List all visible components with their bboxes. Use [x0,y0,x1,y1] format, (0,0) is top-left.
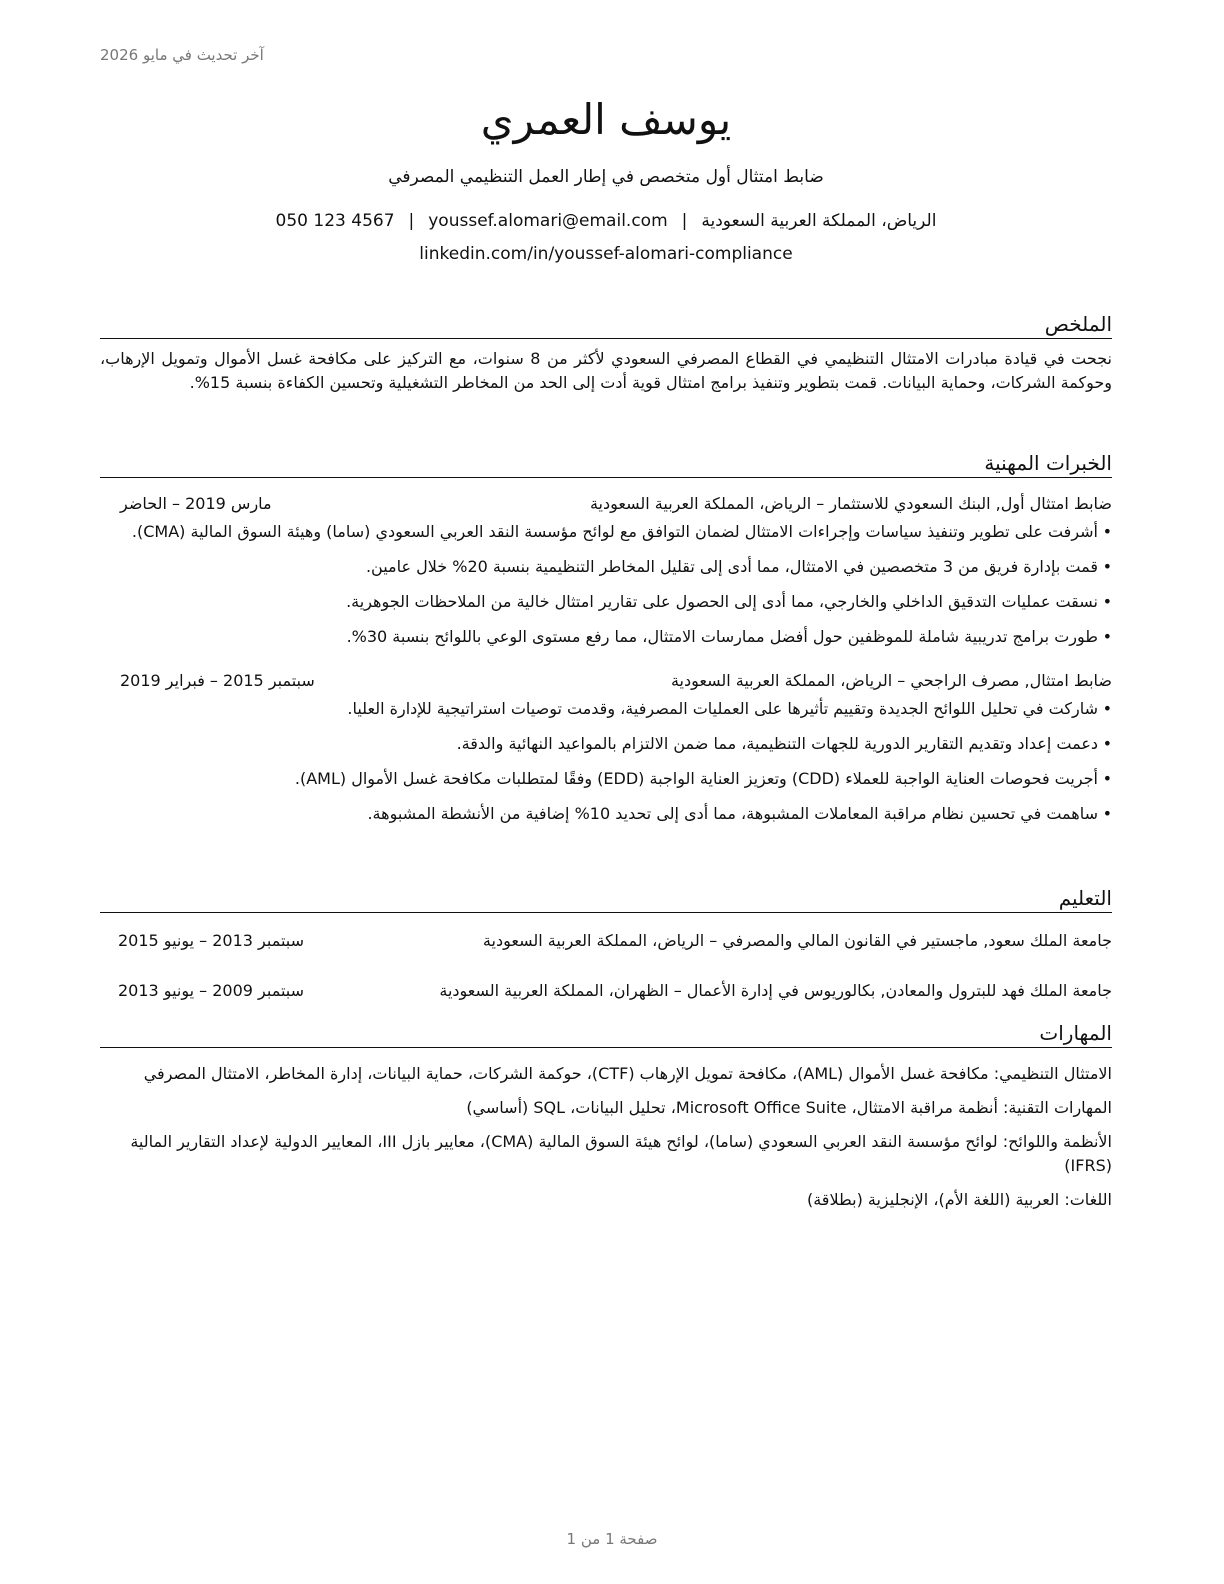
job-role-org: ضابط امتثال أول, البنك السعودي للاستثمار – الرياض، المملكة العربية السعودية [589,494,1112,513]
job-entry [100,492,1112,649]
education-text: جامعة الملك فهد للبترول والمعادن, بكالوريوس في إدارة الأعمال – الظهران، المملكة العربية السعودية [439,981,1112,1000]
summary-text: نجحت في قيادة مبادرات الامتثال التنظيمي في القطاع المصرفي السعودي لأكثر من 8 سنوات، مع التركيز على مكافحة غسل الأموال وتمويل الإرهاب، وحوكمة الشركات، وحماية البيانات. قمت بتطوير وتنفيذ برامج امتثال قوية أدت إلى الحد من المخاطر التشغيلية وتحسين الكفاءة بنسبة 15%. [100,349,1113,392]
education-entry [100,929,1112,953]
job-role-org: ضابط امتثال, مصرف الراجحي – الرياض، المملكة العربية السعودية [670,671,1112,690]
skill-line: المهارات التقنية: أنظمة مراقبة الامتثال، Microsoft Office Suite، تحليل البيانات، SQL (أساسي) [466,1098,1112,1117]
candidate-title: ضابط امتثال أول متخصص في إطار العمل التنظيمي المصرفي [388,167,824,187]
job-bullet: • ساهمت في تحسين نظام مراقبة المعاملات المشبوهة، مما أدى إلى تحديد 10% إضافية من الأنشطة المشبوهة. [100,802,1112,826]
job-bullet: • نسقت عمليات التدقيق الداخلي والخارجي، مما أدى إلى الحصول على تقارير امتثال خالية من الملاحظات الجوهرية. [100,590,1112,614]
contact-line [100,208,1112,234]
page-number: صفحة 1 من 1 [566,1530,658,1548]
experience-section [100,449,1112,837]
section-heading: المهارات [100,1019,1112,1048]
section-heading: الملخص [100,310,1112,339]
contact-phone: 050 123 4567 [275,211,395,231]
skill-line: اللغات: العربية (اللغة الأم)، الإنجليزية (بطلاقة) [806,1190,1112,1209]
job-bullet: • شاركت في تحليل اللوائح الجديدة وتقييم تأثيرها على العمليات المصرفية، وقدمت توصيات استراتيجية للإدارة العليا. [100,697,1112,721]
contact-email[interactable]: youssef.alomari@email.com [428,211,668,231]
resume-header [100,90,1112,267]
contact-separator: | [681,211,688,231]
skill-line: الامتثال التنظيمي: مكافحة غسل الأموال (AML)، مكافحة تمويل الإرهاب (CTF)، حوكمة الشركات، حماية البيانات، إدارة المخاطر، الامتثال المصرفي [143,1064,1112,1083]
last-updated-note: آخر تحديث في مايو 2026 [100,46,264,64]
summary-section [100,310,1112,395]
job-header [100,492,1112,516]
education-text: جامعة الملك سعود, ماجستير في القانون المالي والمصرفي – الرياض، المملكة العربية السعودية [482,931,1112,950]
job-bullet: • أجريت فحوصات العناية الواجبة للعملاء (CDD) وتعزيز العناية الواجبة (EDD) وفقًا لمتطلبات مكافحة غسل الأموال (AML). [100,767,1112,791]
contact-location: الرياض، المملكة العربية السعودية [701,211,937,231]
job-bullet: • طورت برامج تدريبية شاملة للموظفين حول أفضل ممارسات الامتثال، مما رفع مستوى الوعي باللوائح بنسبة 30%. [100,625,1112,649]
linkedin-link[interactable]: linkedin.com/in/youssef-alomari-compliance [419,244,793,264]
education-entry [100,979,1112,1003]
skill-line: الأنظمة واللوائح: لوائح مؤسسة النقد العربي السعودي (ساما)، لوائح هيئة السوق المالية (CMA)، معايير بازل III، المعايير الدولية لإعداد التقارير المالية (IFRS) [130,1132,1112,1175]
job-header [100,669,1112,693]
job-entry [100,669,1112,826]
job-bullet: • قمت بإدارة فريق من 3 متخصصين في الامتثال، مما أدى إلى تقليل المخاطر التنظيمية بنسبة 20% خلال عامين. [100,555,1112,579]
education-dates: سبتمبر 2009 – يونيو 2013 [118,981,305,1000]
section-heading: التعليم [100,884,1112,913]
contact-separator: | [408,211,415,231]
resume-page [100,0,1112,1584]
skills-section [100,1019,1112,1222]
job-bullets [100,520,1112,649]
job-bullets [100,697,1112,826]
section-heading: الخبرات المهنية [100,449,1112,478]
job-dates: سبتمبر 2015 – فبراير 2019 [120,671,315,690]
job-bullet: • دعمت إعداد وتقديم التقارير الدورية للجهات التنظيمية، مما ضمن الالتزام بالمواعيد النهائية والدقة. [100,732,1112,756]
job-bullet: • أشرفت على تطوير وتنفيذ سياسات وإجراءات الامتثال لضمان التوافق مع لوائح مؤسسة النقد العربي السعودي (ساما) وهيئة السوق المالية (CMA). [100,520,1112,544]
candidate-name: يوسف العمري [480,95,732,144]
education-section [100,884,1112,1029]
education-dates: سبتمبر 2013 – يونيو 2015 [118,931,305,950]
job-dates: مارس 2019 – الحاضر [120,494,272,513]
